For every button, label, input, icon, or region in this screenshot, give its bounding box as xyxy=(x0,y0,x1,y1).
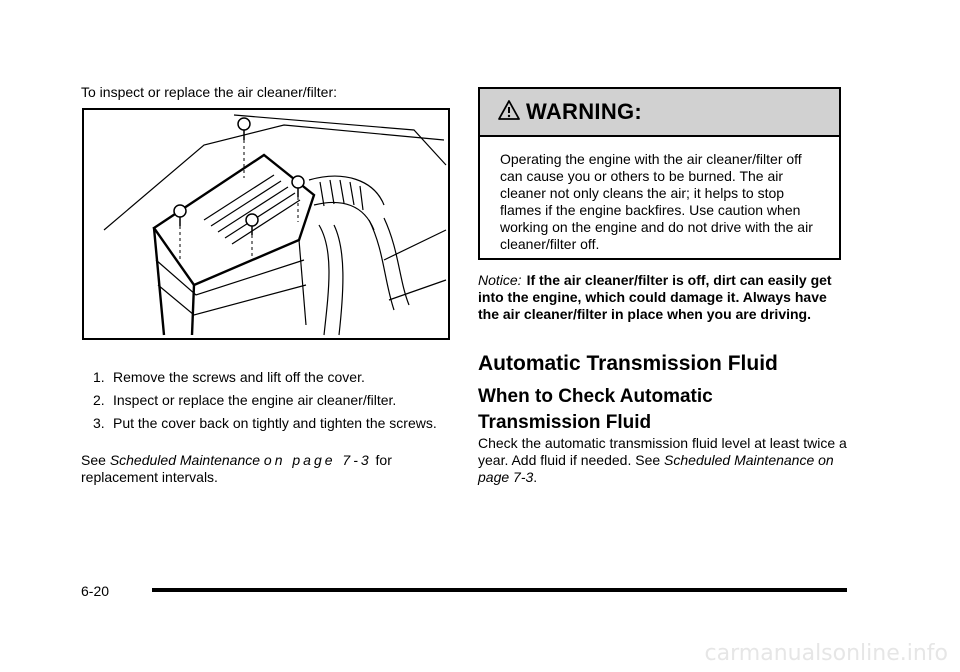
screw-icon xyxy=(246,214,258,235)
intro-text: To inspect or replace the air cleaner/filter: xyxy=(81,84,338,100)
section-subheading: When to Check Automatic Transmission Fluid xyxy=(478,386,713,433)
page-number: 6-20 xyxy=(81,583,110,599)
section-body: Check the automatic transmission fluid level at least twice a year. Add fluid if needed. See Scheduled Maintenance on page 7-3. xyxy=(478,435,847,485)
maintenance-link[interactable]: Scheduled Maintenance on page 7-3 xyxy=(478,452,834,485)
warning-header xyxy=(480,89,839,137)
page-link[interactable]: on page 7-3 xyxy=(263,452,372,468)
step-item: 3. Put the cover back on tightly and tighten the screws. xyxy=(93,415,437,431)
warning-body: Operating the engine with the air cleaner/filter off can cause you or others to be burned. The air cleaner not only cleans the air; it helps to stop flames if the engine backfires. Use caution when working on the engine and do not drive with the air cleaner/filter off. xyxy=(500,151,813,252)
maintenance-link[interactable]: Scheduled Maintenance xyxy=(109,452,264,468)
warning-title: WARNING: xyxy=(526,99,643,124)
footer-rule xyxy=(152,588,847,592)
section-heading: Automatic Transmission Fluid xyxy=(478,352,778,375)
warning-box xyxy=(478,87,841,260)
air-cleaner-illustration xyxy=(82,108,450,340)
notice-paragraph: Notice: If the air cleaner/filter is off, dirt can easily get into the engine, which could damage it. Always have the air cleaner/filter in place when you are driving. xyxy=(478,272,832,322)
screw-icon xyxy=(174,205,186,226)
air-cleaner-drawing xyxy=(84,110,448,338)
steps-list xyxy=(81,369,451,438)
warning-triangle-icon xyxy=(498,100,520,125)
screw-icon xyxy=(238,118,250,140)
notice-label: Notice: xyxy=(478,272,522,288)
step-item: 1. Remove the screws and lift off the cover. xyxy=(93,369,365,385)
watermark: carmanualsonline.info xyxy=(704,641,948,666)
step-item: 2. Inspect or replace the engine air cleaner/filter. xyxy=(93,392,397,408)
see-reference: See Scheduled Maintenance on page 7-3 for replacement intervals. xyxy=(81,452,392,485)
